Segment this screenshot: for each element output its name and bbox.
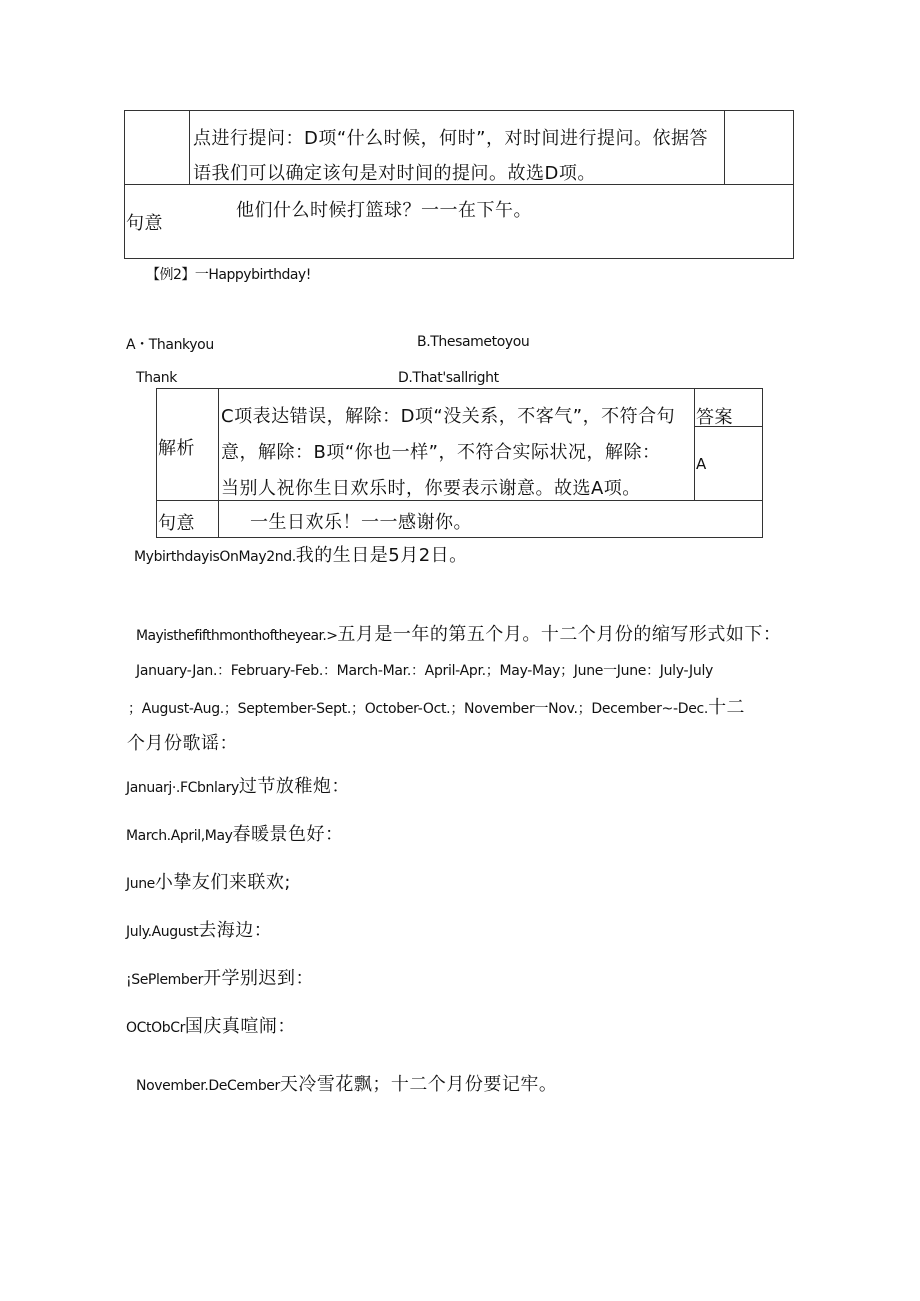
month-abbreviations-line-2-text: ；August-Aug.；September-Sept.；October-Oct.；November一Nov.；December~-Dec. [128,701,709,717]
table1-meaning-label: 句意 [126,213,163,234]
table2-meaning-label: 句意 [158,513,195,534]
table1-col-divider-left [189,110,190,184]
option-b: B.Thesametoyou [417,334,530,350]
table2-col-divider-left [218,388,219,538]
rhyme-line-1-en: Januarj·.FCbnlary [126,780,239,796]
may-sentence [136,620,781,646]
rhyme-line-7 [136,1070,557,1096]
rhyme-line-3-cn: 小挚友们来联欢; [154,872,291,893]
rhyme-line-4-cn: 去海边： [198,920,273,941]
option-a: A・Thankyou [126,337,214,353]
table2-explanation-line-2: 意，解除：B项“你也一样”，不符合实际状况，解除： [221,442,661,463]
may-sentence-en: Mayisthefifthmonthoftheyear.> [136,628,338,644]
rhyme-line-5-cn: 开学别迟到： [202,968,314,989]
rhyme-line-6 [126,1012,296,1038]
birthday-sentence-cn: 我的生日是5月2日。 [295,545,468,566]
may-sentence-cn: 五月是一年的第五个月。十二个月份的缩写形式如下： [337,624,782,645]
table2-meaning-text: 一生日欢乐！一一感谢你。 [250,512,472,533]
example-2-title: 【例2】一Happybirthday! [146,267,311,283]
table1-meaning-text: 他们什么时候打篮球？一一在下午。 [236,200,532,221]
rhyme-line-1-cn: 过节放稚炮： [238,776,350,797]
rhyme-line-5 [126,964,314,990]
rhyme-line-5-en: ¡SePlember [126,972,203,988]
rhyme-line-2-cn: 春暖景色好： [232,824,344,845]
rhyme-line-6-en: OCtObCr [126,1020,185,1036]
table2-explanation-line-1: C项表达错误，解除：D项“没关系，不客气”，不符合句 [221,406,676,427]
rhyme-line-4-en: July.August [126,924,199,940]
table2-col-divider-right [694,388,695,500]
rhyme-line-6-cn: 国庆真喧闹： [184,1016,296,1037]
rhyme-line-3-en: June [126,876,155,892]
rhyme-line-7-cn: 天冷雪花飘；十二个月份要记牢。 [279,1074,558,1095]
table2-explanation-line-3: 当别人祝你生日欢乐时，你要表示谢意。故选A项。 [221,478,641,499]
month-abbreviations-line-2-tail: 十二 [708,697,746,718]
table2-answer-value: A [696,455,706,473]
rhyme-line-7-en: November.DeCember [136,1078,280,1094]
month-abbreviations-line-1: January-Jan.：February-Feb.：March-Mar.：April-Apr.；May-May；June一June：July-July [136,663,714,679]
rhyme-line-3 [126,868,291,894]
table2-analysis-label: 解析 [158,438,195,459]
table2-answer-label: 答案 [696,407,733,428]
month-rhyme-heading: 个月份歌谣： [127,733,238,754]
month-abbreviations-line-2 [128,693,745,719]
table1-explanation-line-1: 点进行提问：D项“什么时候，何时”，对时间进行提问。依据答 [193,128,709,149]
birthday-sentence [134,541,468,567]
table1-col-divider-right [724,110,725,184]
option-c-fragment: Thank [136,370,177,386]
option-d: D.That'sallright [398,370,499,386]
rhyme-line-4 [126,916,272,942]
birthday-sentence-en: MybirthdayisOnMay2nd. [134,549,296,565]
rhyme-line-1 [126,772,350,798]
table1-explanation-line-2: 语我们可以确定该句是对时间的提问。故选D项。 [193,163,596,184]
rhyme-line-2-en: March.April,May [126,828,233,844]
table2-row-divider [156,500,763,501]
rhyme-line-2 [126,820,344,846]
